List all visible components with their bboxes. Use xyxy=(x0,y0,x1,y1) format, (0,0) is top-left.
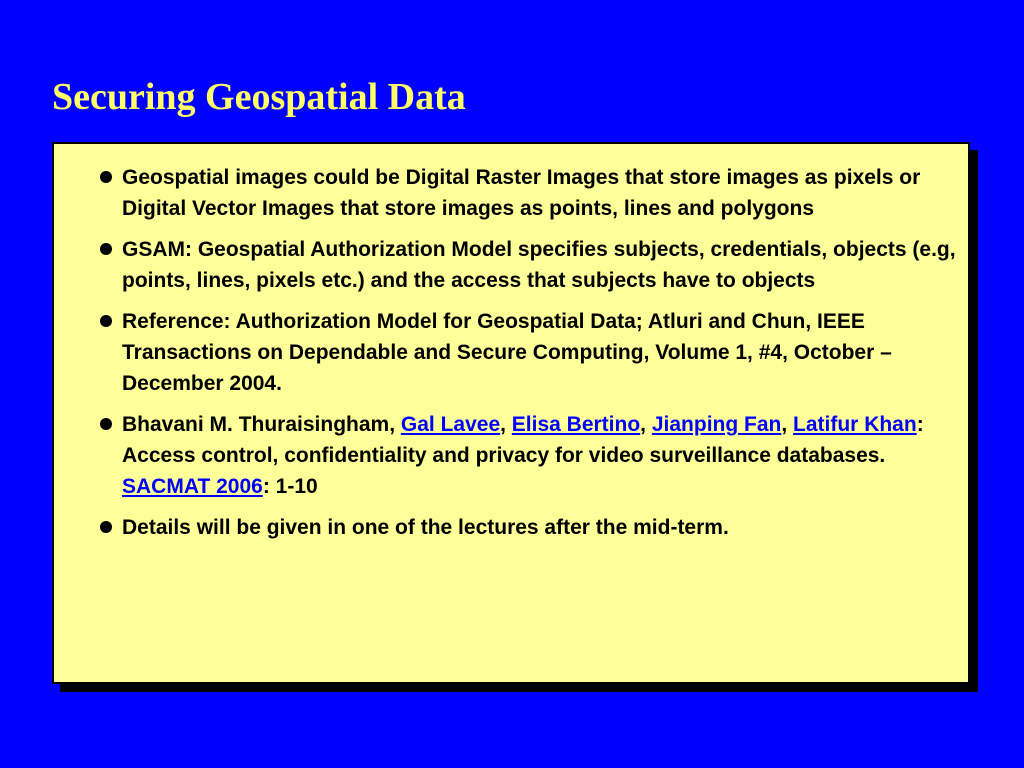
bullet-item-reference xyxy=(100,306,960,399)
bullet-dot-icon xyxy=(100,315,112,327)
bullet-text: Geospatial images could be Digital Raster Images that store images as pixels or Digital Vector Images that store images as points, lines and polygons xyxy=(122,166,921,220)
author-link-latifur-khan[interactable]: Latifur Khan xyxy=(793,413,917,436)
separator: , xyxy=(781,413,794,436)
bullet-dot-icon xyxy=(100,171,112,183)
bullet-item-details xyxy=(100,512,960,543)
separator: , xyxy=(500,413,512,436)
bullet-text: Reference: Authorization Model for Geospatial Data; Atluri and Chun, IEEE Transactions on Dependable and Secure Computing, Volume 1, #4, October – December 2004. xyxy=(122,310,892,395)
bullet-item-gsam xyxy=(100,234,960,296)
bullet-item-citation xyxy=(100,409,960,502)
author-link-jianping-fan[interactable]: Jianping Fan xyxy=(651,413,782,436)
bullet-dot-icon xyxy=(100,243,112,255)
author-link-gal-lavee[interactable]: Gal Lavee xyxy=(400,413,501,436)
bullet-dot-icon xyxy=(100,418,112,430)
bullet-list xyxy=(100,162,960,553)
citation-pages: : 1-10 xyxy=(262,475,318,498)
bullet-item-geospatial-images xyxy=(100,162,960,224)
content-box xyxy=(52,142,970,684)
citation-title: : Access control, confidentiality and privacy for video surveillance databases. xyxy=(122,413,924,467)
bullet-text: GSAM: Geospatial Authorization Model specifies subjects, credentials, objects (e.g, points, lines, pixels etc.) and the access that subjects have to objects xyxy=(122,238,956,292)
slide-title: Securing Geospatial Data xyxy=(52,76,466,118)
author-link-elisa-bertino[interactable]: Elisa Bertino xyxy=(511,413,641,436)
citation-author-main: Bhavani M. Thuraisingham, xyxy=(122,413,401,436)
separator: , xyxy=(640,413,652,436)
bullet-dot-icon xyxy=(100,521,112,533)
venue-link-sacmat[interactable]: SACMAT 2006 xyxy=(122,475,263,498)
bullet-text: Details will be given in one of the lectures after the mid-term. xyxy=(122,516,729,539)
